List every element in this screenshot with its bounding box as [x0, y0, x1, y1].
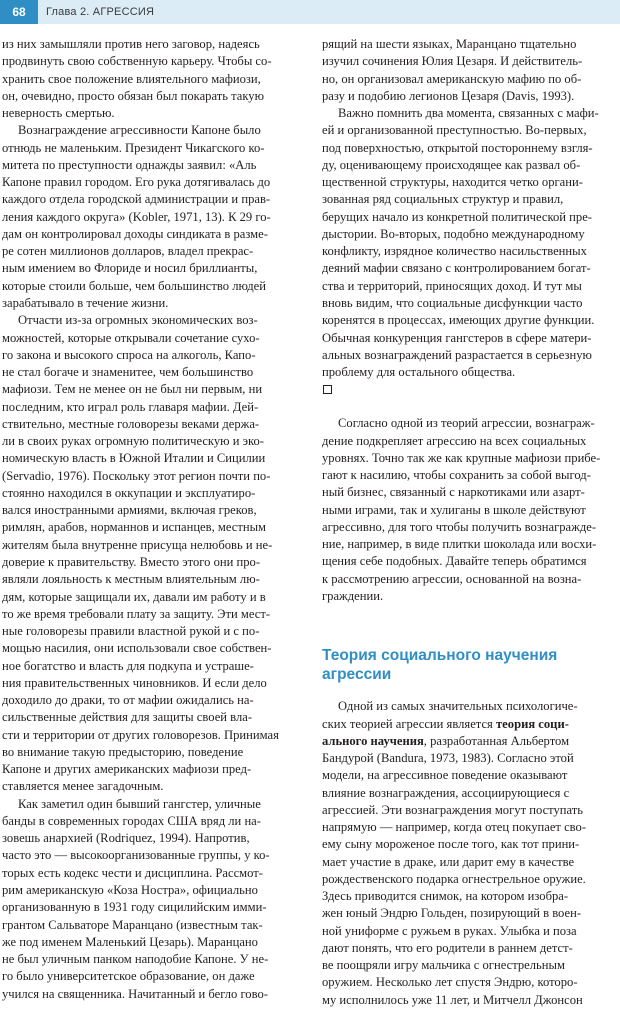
text-line: го было университетское образование, он даже [2, 969, 255, 984]
section-end-mark [323, 385, 332, 394]
text-line: ными играми, так и хулиганы в школе действуют [322, 502, 586, 517]
text-line: не стал богаче и знаменитее, чем большинство [2, 365, 254, 380]
text-line: организованную в 1931 году сицилийским имми- [2, 900, 267, 915]
text-line: он, очевидно, просто обязан был покарать такую [2, 88, 265, 103]
text-line: разу и подобию легионов Цезаря (Davis, 1993). [322, 88, 575, 103]
section-heading-line: агрессии [322, 666, 392, 684]
text-line: му исполнилось уже 11 лет, и Митчелл Джонсон [322, 992, 583, 1007]
spacer [322, 684, 617, 698]
term-bold: ального научения [322, 733, 424, 748]
text-line: банды в современных городах США вряд ли на- [2, 813, 261, 828]
text-line: часто это — высокоорганизованные группы, у ко- [2, 848, 270, 863]
text-fragment: ских теорией агрессии является [322, 716, 496, 731]
text-line: отнюдь не маленьким. Президент Чикагского ко- [2, 140, 265, 155]
text-line: не был уличным панком наподобие Капоне. У не- [2, 952, 269, 967]
section-heading-line: Теория социального научения [322, 647, 558, 665]
text-line: то же время требовали плату за защиту. Эти мест- [2, 606, 271, 621]
text-line: ние, например, в виде плитки шоколада или восхи- [322, 537, 597, 552]
text-line: дыстории. Во-вторых, подобно международному [322, 226, 585, 241]
text-line: Как заметил один бывший гангстер, уличные [18, 796, 261, 811]
text-line: уровнях. Точно так же как крупные мафиози прибе- [322, 450, 601, 465]
text-line: гают к насилию, чтобы сохранить за собой выгод- [322, 468, 591, 483]
page-number: 68 [0, 0, 38, 24]
text-line: коренятся в процессах, имеющих другие функции. [322, 313, 595, 328]
text-fragment: , разработанная Альбертом [423, 733, 570, 748]
text-line: ему сыну мороженое после того, как тот прини- [322, 837, 580, 852]
section-heading [322, 646, 617, 684]
text-line: Капоне и других американских мафиози пред- [2, 762, 252, 777]
text-line: ным имением во Флориде и носил бриллианты, [2, 261, 258, 276]
text-line: можностей, которые открывали сочетание сухо- [2, 330, 260, 345]
text-line [322, 716, 617, 733]
text-line: мафиози. Тем не менее он не был ни первым, ни [2, 382, 263, 397]
text-line: агрессивно, для того чтобы получить вознагражде- [322, 519, 597, 534]
text-line: проблему для остального общества. [322, 365, 516, 380]
text-line: агрессией. Эти вознаграждения могут поступать [322, 802, 584, 817]
text-line: ления каждого округа» (Kobler, 1971, 13). К 29 го- [2, 209, 271, 224]
text-line: рящий на шести языках, Маранцано тщательно [322, 37, 577, 51]
text-line: берущих начало из конкретной политической пре- [322, 209, 592, 224]
text-line: ния правительственных чиновников. И если дело [2, 675, 267, 690]
text-line: дам он контролировал доходы синдиката в разме- [2, 226, 268, 241]
text-line: являли лояльность к местным влиятельным лю- [2, 572, 260, 587]
text-line [322, 733, 617, 750]
text-line: ства и территорий, приносящих доход. И тут мы [322, 278, 582, 293]
paragraph-reward-theory [322, 415, 617, 605]
text-line: во внимание такую предысторию, поведение [2, 744, 244, 759]
text-line: ствительно, местные головорезы веками держа- [2, 416, 260, 431]
text-line: ли в своих руках огромную политическую и эко- [2, 434, 264, 449]
running-header [0, 0, 620, 24]
term-bold: теория соци- [496, 716, 569, 731]
text-line: римлян, арабов, норманнов и испанцев, местным [2, 520, 267, 535]
spacer [322, 398, 617, 415]
text-line: ей и организованной преступностью. Во-первых, [322, 123, 587, 138]
text-line: каждого отдела городской администрации и прав- [2, 192, 271, 207]
text-line: изучил сочинения Юлия Цезаря. И действитель- [322, 54, 583, 69]
text-line: вался иностранными армиями, включая греков, [2, 503, 257, 518]
text-line: зовешь анархией (Rodriquez, 1994). Напротив, [2, 831, 250, 846]
text-line: щения себе подобных. Давайте теперь обратимся [322, 554, 587, 569]
text-line: щественной структуры, находится четко органи- [322, 175, 583, 190]
left-column [2, 36, 297, 1003]
text-line: дям, которые защищали их, давали им работу и в [2, 589, 266, 604]
text-line: неверность смертью. [2, 106, 115, 121]
text-line: же под именем Маленький Цезарь). Маранцано [2, 934, 258, 949]
text-line: жителям была внутренне присуща нелюбовь и не- [2, 537, 273, 552]
text-line: Важно помнить два момента, связанных с мафи- [338, 106, 599, 121]
spacer [322, 605, 617, 622]
text-line: стоянно находился в оккупации и эксплуатиро- [2, 485, 256, 500]
paragraph-social-learning [322, 698, 617, 1009]
text-line: модели, на агрессивное поведение оказывают [322, 768, 568, 783]
text-line: граждении. [322, 588, 384, 603]
text-line: влияние вознаграждения, ассоциирующиеся с [322, 785, 570, 800]
text-line: ве поощряли игру мальчика с огнестрельным [322, 958, 565, 973]
text-line: последним, кто играл роль главаря мафии. Дей- [2, 399, 259, 414]
text-line: конфликту, изрядное количество насильственных [322, 244, 587, 259]
text-line: митета по преступности однажды заявил: «Аль [2, 157, 257, 172]
text-line: Бандурой (Bandura, 1973, 1983). Согласно этой [322, 751, 574, 766]
spacer [322, 622, 617, 646]
text-line: дение подкрепляет агрессию на всех социальных [322, 433, 587, 448]
text-line: сильственные действия для защиты своей вла- [2, 710, 253, 725]
text-line: которые стоили больше, чем большинство людей [2, 278, 267, 293]
text-line: деяний мафии связано с контролированием богат- [322, 261, 591, 276]
text-line: ные головорезы правили властной рукой и с по- [2, 624, 260, 639]
text-line: альных вознаграждений разрастается в серьезную [322, 347, 592, 362]
text-line: к рассмотрению агрессии, основанной на возна- [322, 571, 582, 586]
text-line: учился на священника. Начитанный и бегло гово- [2, 986, 268, 1001]
text-line: сти и территории от других головорезов. Принимая [2, 727, 279, 742]
text-line: зованная ряд социальных структур и правил, [322, 192, 564, 207]
text-line: Здесь приводится снимок, на котором изобра- [322, 889, 569, 904]
text-line: из них замышляли против него заговор, надеясь [2, 37, 260, 51]
text-line: напрямую — например, когда отец покупает сво- [322, 820, 587, 835]
text-line: ное богатство и власть для подкупа и устраше- [2, 658, 254, 673]
text-line: номическую власть в Южной Италии и Сицилии [2, 451, 266, 466]
text-line: рождественского подарка огнестрельное оружие. [322, 871, 586, 886]
text-line: мощью насилия, они использовали свое собствен- [2, 641, 272, 656]
text-line: оружием. Несколько лет спустя Эндрю, которо- [322, 975, 578, 990]
text-line: рим американскую «Коза Ностра», официально [2, 883, 258, 898]
text-line: мает участие в драке, или дарит ему в качестве [322, 854, 575, 869]
text-line: вновь видим, что социальные дисфункции часто [322, 295, 583, 310]
text-line: Одной из самых значительных психологиче- [338, 699, 578, 714]
text-line: доверие к правительству. Вместо этого они про- [2, 554, 261, 569]
text-line: (Servadio, 1976). Поскольку этот регион почти по- [2, 468, 271, 483]
paragraph-mafia-continued [322, 36, 617, 381]
text-line: под поверхностью, открытой постороннему взгля- [322, 140, 593, 155]
text-line: доходило до драки, то от мафии ожидались на- [2, 693, 254, 708]
text-line: Вознаграждение агрессивности Капоне было [18, 123, 261, 138]
text-line: торых есть кодекс чести и дисциплина. Рассмот- [2, 865, 263, 880]
text-line: ный бизнес, связанный с наркотиками или азарт- [322, 485, 585, 500]
text-line: Отчасти из-за огромных экономических воз- [18, 313, 258, 328]
text-line: хранить свое положение влиятельного мафиози, [2, 71, 261, 86]
text-line: зарабатывало в течение жизни. [2, 295, 169, 310]
text-line: жен юный Эндрю Гольден, позирующий в воен- [322, 906, 582, 921]
text-line: Согласно одной из теорий агрессии, вознаграж- [338, 416, 595, 431]
running-title: Глава 2. АГРЕССИЯ [46, 6, 155, 18]
right-column [322, 36, 617, 1009]
text-line: ной униформе с ружьем в руках. Улыбка и поза [322, 923, 577, 938]
text-line: Капоне правил городом. Его рука дотягивалась до [2, 175, 271, 190]
text-line: продвинуть свою собственную карьеру. Чтобы со- [2, 54, 272, 69]
text-line: но, он организовал американскую мафию по об- [322, 71, 582, 86]
text-line: Обычная конкуренция гангстеров в сфере матери- [322, 330, 592, 345]
text-line: ставляется менее загадочным. [2, 779, 164, 794]
text-line: грантом Сальваторе Маранцано (известным так- [2, 917, 263, 932]
text-line: дают понять, что его родители в раннем детст- [322, 940, 573, 955]
text-line: ре сотен миллионов долларов, владел прекрас- [2, 244, 254, 259]
text-line: ду, оценивающему происходящее как развал об- [322, 157, 581, 172]
text-line: го закона и высокого спроса на алкоголь, Капо- [2, 347, 256, 362]
